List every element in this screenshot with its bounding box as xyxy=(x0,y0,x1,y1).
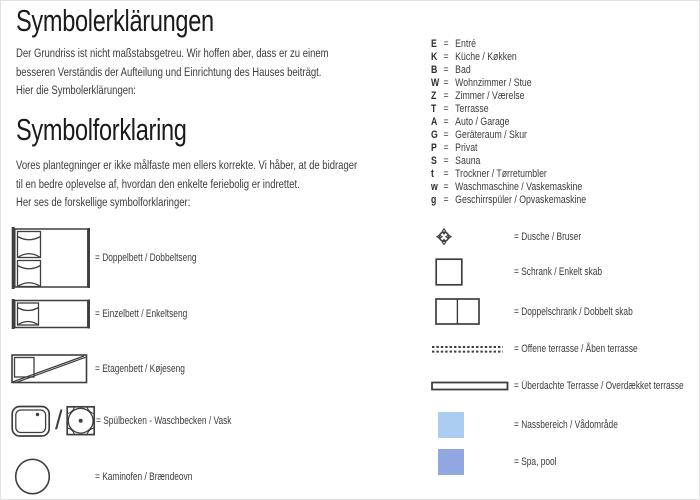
room-code-letter: t xyxy=(431,168,434,180)
room-code-letter: S xyxy=(431,155,437,167)
room-code-label: Bad xyxy=(455,64,471,76)
room-code-row xyxy=(431,38,586,51)
room-code-row xyxy=(431,51,586,64)
legend-row-single-bed xyxy=(11,299,216,329)
danish-intro-line-2: til en bedre oplevelse af, hvordan den enkelte feriebolig er indrettet. xyxy=(16,176,300,191)
german-intro-line-3: Hier die Symbolerklärungen: xyxy=(16,83,136,98)
legend-row-open-terrace xyxy=(431,344,677,354)
room-code-label: Zimmer / Værelse xyxy=(455,90,525,102)
room-code-letter: B xyxy=(431,64,438,76)
covered-terrace-icon xyxy=(431,381,514,391)
legend-row-stove xyxy=(11,457,223,496)
room-code-row xyxy=(431,129,586,142)
danish-intro-line-1: Vores plantegninger er ikke målfaste men ellers korrekte. Vi håber, at de bidrager xyxy=(16,158,358,172)
legend-row-single-cabinet xyxy=(431,258,630,286)
equals-sign: = xyxy=(443,194,449,206)
single-cabinet-icon xyxy=(431,258,514,286)
equals-sign: = xyxy=(443,64,449,76)
equals-sign: = xyxy=(443,38,449,50)
shower-icon xyxy=(431,228,514,245)
room-code-row xyxy=(431,155,586,168)
room-code-letter: g xyxy=(431,194,437,206)
equals-sign: = xyxy=(443,168,449,180)
room-code-row xyxy=(431,194,586,207)
room-code-row xyxy=(431,103,586,116)
sink-icons xyxy=(11,403,96,439)
legend-label: = Doppelschrank / Dobbelt skab xyxy=(514,305,633,318)
room-code-list xyxy=(431,38,630,207)
legend-label: = Etagenbett / Køjeseng xyxy=(95,362,185,375)
legend-row-double-cabinet xyxy=(431,298,670,325)
danish-title: Symbolforklaring xyxy=(16,112,187,147)
german-intro-line-2: besseren Verständis der Aufteilung und Einrichtung des Hauses beiträgt. xyxy=(16,64,322,79)
room-code-row xyxy=(431,77,586,90)
legend-label: = Nassbereich / Vådområde xyxy=(514,419,618,431)
legend-label: = Schrank / Enkelt skab xyxy=(514,266,603,278)
equals-sign: = xyxy=(443,90,449,102)
legend-row-wet-area xyxy=(431,412,651,438)
legend-row-sink xyxy=(11,402,274,439)
double-bed-icon xyxy=(11,227,95,289)
room-code-label: Geschirrspüler / Opvaskemaskine xyxy=(455,194,587,206)
room-code-label: Waschmaschine / Vaskemaskine xyxy=(455,181,583,193)
spa-pool-swatch xyxy=(438,449,464,475)
equals-sign: = xyxy=(443,155,449,167)
equals-sign: = xyxy=(443,129,449,141)
legend-label: = Einzelbett / Enkeltseng xyxy=(95,308,188,320)
danish-intro-line-3: Her ses de forskellige symbolforklaringer: xyxy=(16,195,191,210)
single-bed-icon xyxy=(11,299,95,329)
wet-area-swatch xyxy=(438,412,464,438)
equals-sign: = xyxy=(443,142,449,154)
danish-intro xyxy=(16,156,357,212)
bunk-bed-icon xyxy=(11,353,95,384)
room-code-letter: G xyxy=(431,129,438,141)
german-intro-line-1: Der Grundriss ist nicht maßstabsgetreu. Wir hoffen aber, dass er zu einem xyxy=(16,46,329,60)
legend-label: = Überdachte Terrasse / Overdækket terrasse xyxy=(514,379,684,392)
german-intro xyxy=(16,44,329,100)
room-code-label: Privat xyxy=(455,142,478,154)
equals-sign: = xyxy=(443,116,449,128)
double-cabinet-icon xyxy=(431,298,514,325)
legend-row-double-bed xyxy=(11,227,229,289)
room-code-letter: A xyxy=(431,116,438,128)
room-code-label: Auto / Garage xyxy=(455,116,510,128)
room-code-row xyxy=(431,181,586,194)
legend-row-covered-terrace xyxy=(431,380,700,391)
room-code-label: Geräteraum / Skur xyxy=(455,129,527,141)
room-code-letter: T xyxy=(431,103,437,115)
equals-sign: = xyxy=(443,77,449,89)
room-code-row xyxy=(431,90,586,103)
equals-sign: = xyxy=(443,181,449,193)
room-code-row xyxy=(431,168,586,181)
legend-label: = Spülbecken - Waschbecken / Vask xyxy=(95,414,231,427)
round-basin-icon xyxy=(66,404,96,437)
room-code-letter: W xyxy=(431,77,440,89)
open-terrace-icon xyxy=(431,345,514,354)
legend-label: = Spa, pool xyxy=(514,456,557,468)
legend-label: = Doppelbett / Dobbeltseng xyxy=(95,252,197,264)
room-code-row xyxy=(431,64,586,77)
legend-label: = Kaminofen / Brændeovn xyxy=(95,470,193,483)
slash-separator: / xyxy=(55,405,63,435)
room-code-letter: Z xyxy=(431,90,437,102)
room-code-label: Sauna xyxy=(455,155,481,167)
room-code-row xyxy=(431,142,586,155)
legend-row-bunk-bed xyxy=(11,353,213,384)
room-code-label: Küche / Køkken xyxy=(455,51,517,63)
wood-stove-icon xyxy=(11,457,95,496)
room-code-label: Wohnzimmer / Stue xyxy=(455,77,532,89)
legend-row-shower xyxy=(431,228,602,245)
room-code-label: Trockner / Tørretumbler xyxy=(455,168,547,180)
room-code-letter: E xyxy=(431,38,437,50)
room-code-label: Entré xyxy=(455,38,477,50)
german-title: Symbolerklärungen xyxy=(16,3,214,38)
equals-sign: = xyxy=(443,51,449,63)
kitchen-sink-icon xyxy=(11,403,51,439)
room-code-label: Terrasse xyxy=(455,103,489,115)
room-code-letter: K xyxy=(431,51,438,63)
equals-sign: = xyxy=(443,103,449,115)
room-code-row xyxy=(431,116,586,129)
legend-label: = Offene terrasse / Åben terrasse xyxy=(514,343,638,355)
room-code-letter: w xyxy=(431,181,438,193)
room-code-letter: P xyxy=(431,142,437,154)
legend-label: = Dusche / Bruser xyxy=(514,230,582,243)
legend-row-spa-pool xyxy=(431,449,570,475)
